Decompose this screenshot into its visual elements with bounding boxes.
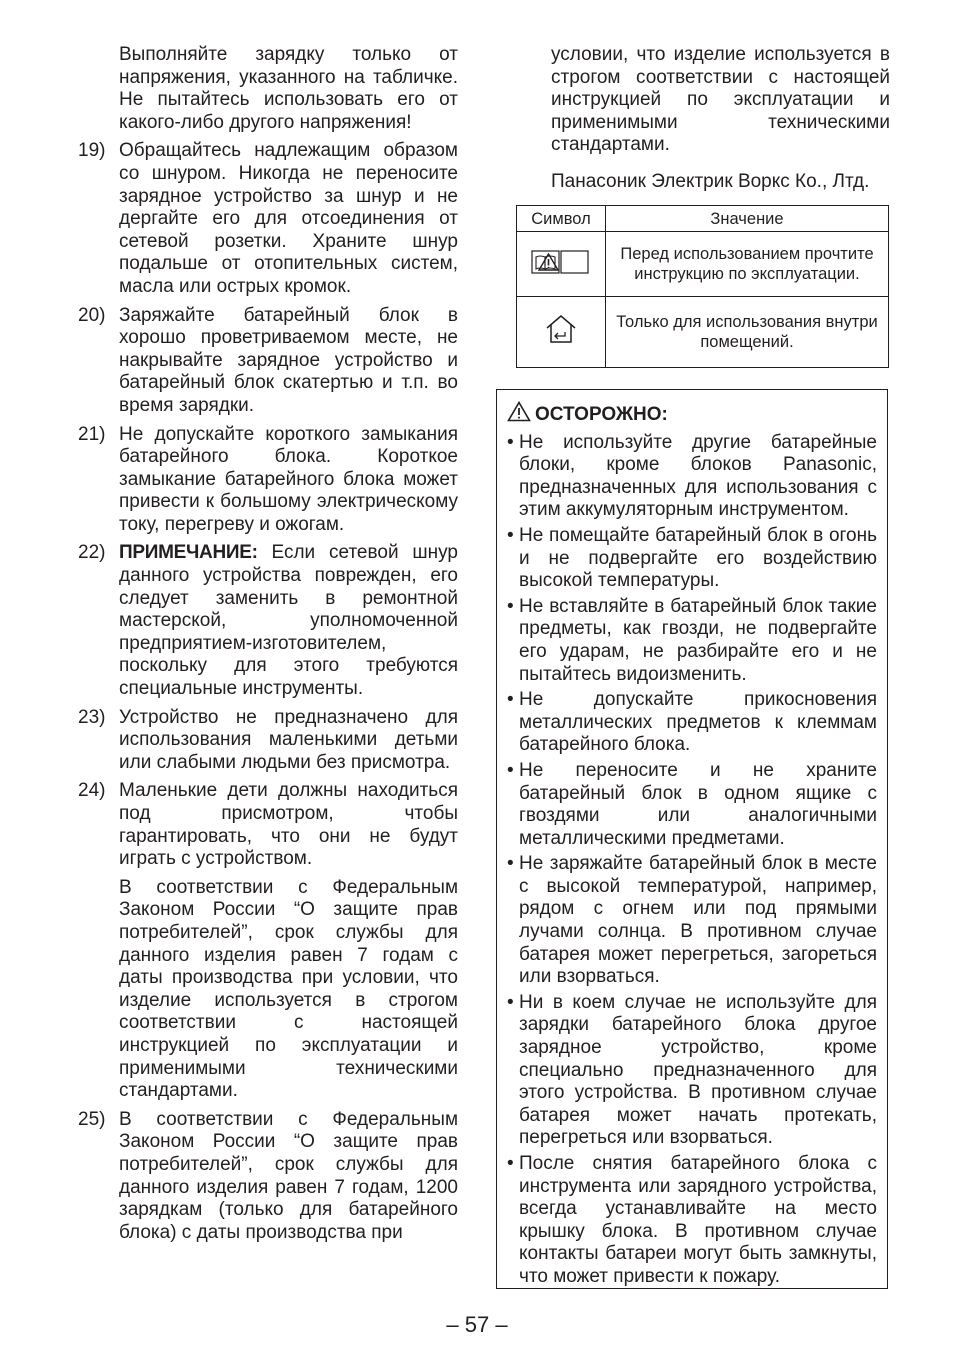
header-meaning: Значение xyxy=(606,206,889,232)
item-number: 19) xyxy=(78,140,106,162)
item-text: Заряжайте батарейный блок в хорошо проветриваемом месте, не накрывайте зарядное устройство и батарейный блок скатертью и т.п. во время зарядки. xyxy=(119,304,458,416)
item-text: Обращайтесь надлежащим образом со шнуром. Никогда не переносите зарядное устройство за шнур и не дергайте его для отсоединения от сетевой розетки. Храните шнур подальше от отопительных систем, масла или острых кромок. xyxy=(119,140,458,297)
left-column xyxy=(78,44,458,1250)
item-text: Если сетевой шнур данного устройства поврежден, его следует заменить в ремонтной мастерской, уполномоченной предприятием-изготовителем, поскольку для этого требуются специальные инструменты. xyxy=(119,542,458,700)
caution-text: Не вставляйте в батарейный блок такие предметы, как гвозди, не подвергайте его ударам, не разбирайте его и не пытайтесь видоизменить. xyxy=(519,595,877,685)
bullet-icon: • xyxy=(507,1153,514,1174)
meaning-cell: Только для использования внутри помещений. xyxy=(606,297,889,368)
caution-text: Не помещайте батарейный блок в огонь и не подвергайте его воздействию высокой температуры. xyxy=(519,524,877,592)
item-number: 25) xyxy=(78,1108,106,1130)
list-item-19 xyxy=(78,140,458,298)
list-item-22 xyxy=(78,542,458,700)
caution-text: Ни в коем случае не используйте для зарядки батарейного блока другое зарядное устройство, кроме специально предназначенного для этого устройства. В противном случае батарея может начать протекать, перегреться или взорваться. xyxy=(519,991,877,1149)
bullet-icon: • xyxy=(507,853,514,875)
caution-text: Не используйте другие батарейные блоки, кроме блоков Panasonic, предназначенных для использования с этим аккумуляторным инструментом. xyxy=(519,431,877,521)
list-item xyxy=(507,853,877,989)
caution-text: После снятия батарейного блока с инструмента или зарядного устройства, всегда устанавливайте на место крышку блока. В противном случае контакты батареи могут быть замкнуты, что может привести к пожару. xyxy=(519,1153,877,1287)
list-item xyxy=(507,596,877,686)
list-item xyxy=(507,689,877,757)
list-item xyxy=(507,1153,877,1289)
note-label: ПРИМЕЧАНИЕ: xyxy=(119,542,258,564)
manufacturer-signature: Панасоник Электрик Воркс Ко., Лтд. xyxy=(551,170,870,192)
bullet-icon: • xyxy=(507,595,514,617)
warning-triangle-icon xyxy=(507,401,535,429)
intro-paragraph: Выполняйте зарядку только от напряжения, указанного на табличке. Не пытайтесь использовать его от какого-либо другого напряжения! xyxy=(119,44,458,133)
item-text: В соответствии с Федеральным Законом России “О защите прав потребителей”, срок службы для данного изделия равен 7 годам, 1200 зарядкам (только для батарейного блока) с даты производства при xyxy=(119,1108,458,1243)
item-number: 20) xyxy=(78,304,106,326)
list-item-21 xyxy=(78,424,458,537)
item-text: Устройство не предназначено для использования маленькими детьми или слабыми людьми без присмотра. xyxy=(119,706,458,773)
caution-box xyxy=(496,389,888,1289)
item-text-container xyxy=(119,542,458,700)
symbol-cell xyxy=(517,297,606,368)
table-header-row xyxy=(517,206,889,232)
caution-text: Не переносите и не храните батарейный блок в одном ящике с гвоздями или аналогичными металлическими предметами. xyxy=(519,759,877,849)
list-item-25 xyxy=(78,1109,458,1245)
table-row xyxy=(517,297,889,368)
list-item xyxy=(507,432,877,522)
table-row xyxy=(517,232,889,297)
indoor-house-icon xyxy=(541,334,581,352)
list-item xyxy=(507,992,877,1150)
page-number: – 57 – xyxy=(446,1312,508,1337)
item-text: Маленькие дети должны находиться под присмотром, чтобы гарантировать, что они не будут играть с устройством. xyxy=(119,780,458,870)
header-symbol: Символ xyxy=(517,206,606,232)
symbol-cell xyxy=(517,232,606,297)
bullet-icon: • xyxy=(507,431,514,453)
bullet-icon: • xyxy=(507,689,514,711)
item-text: Не допускайте короткого замыкания батарейного блока. Короткое замыкание батарейного блока может привести к большому электрическому току, перегреву и ожогам. xyxy=(119,423,458,535)
meaning-cell: Перед использованием прочтите инструкцию по эксплуатации. xyxy=(606,232,889,297)
bullet-icon: • xyxy=(507,759,514,781)
caution-heading xyxy=(507,401,877,429)
bullet-icon: • xyxy=(507,991,514,1013)
item-number: 24) xyxy=(78,780,106,802)
list-item-23 xyxy=(78,707,458,775)
right-column xyxy=(496,44,890,208)
list-item xyxy=(507,760,877,850)
item-number: 21) xyxy=(78,423,106,445)
caution-text: Не заряжайте батарейный блок в месте с высокой температурой, например, рядом с огнем или под прямыми лучами солнца. В противном случае батарея может перегреться, загореться или взорваться. xyxy=(519,853,877,988)
list-item-24 xyxy=(78,780,458,870)
caution-title: ОСТОРОЖНО: xyxy=(535,403,668,425)
item-24-service-life: В соответствии с Федеральным Законом России “О защите прав потребителей”, срок службы для данного изделия равен 7 годам с даты производства при условии, что изделие используется в строгом соответствии с настоящей инструкцией по эксплуатации и применимыми техническими стандартами. xyxy=(119,876,458,1102)
bullet-icon: • xyxy=(507,524,514,546)
list-item xyxy=(507,525,877,593)
list-item-20 xyxy=(78,305,458,418)
caution-text: Не допускайте прикосновения металлических предметов к клеммам батарейного блока. xyxy=(519,689,877,756)
item-number: 22) xyxy=(78,542,106,564)
symbol-table xyxy=(516,205,889,368)
item-25-continuation: условии, что изделие используется в строгом соответствии с настоящей инструкцией по эксплуатации и применимыми техническими стандартами. xyxy=(551,44,890,156)
item-number: 23) xyxy=(78,706,106,728)
